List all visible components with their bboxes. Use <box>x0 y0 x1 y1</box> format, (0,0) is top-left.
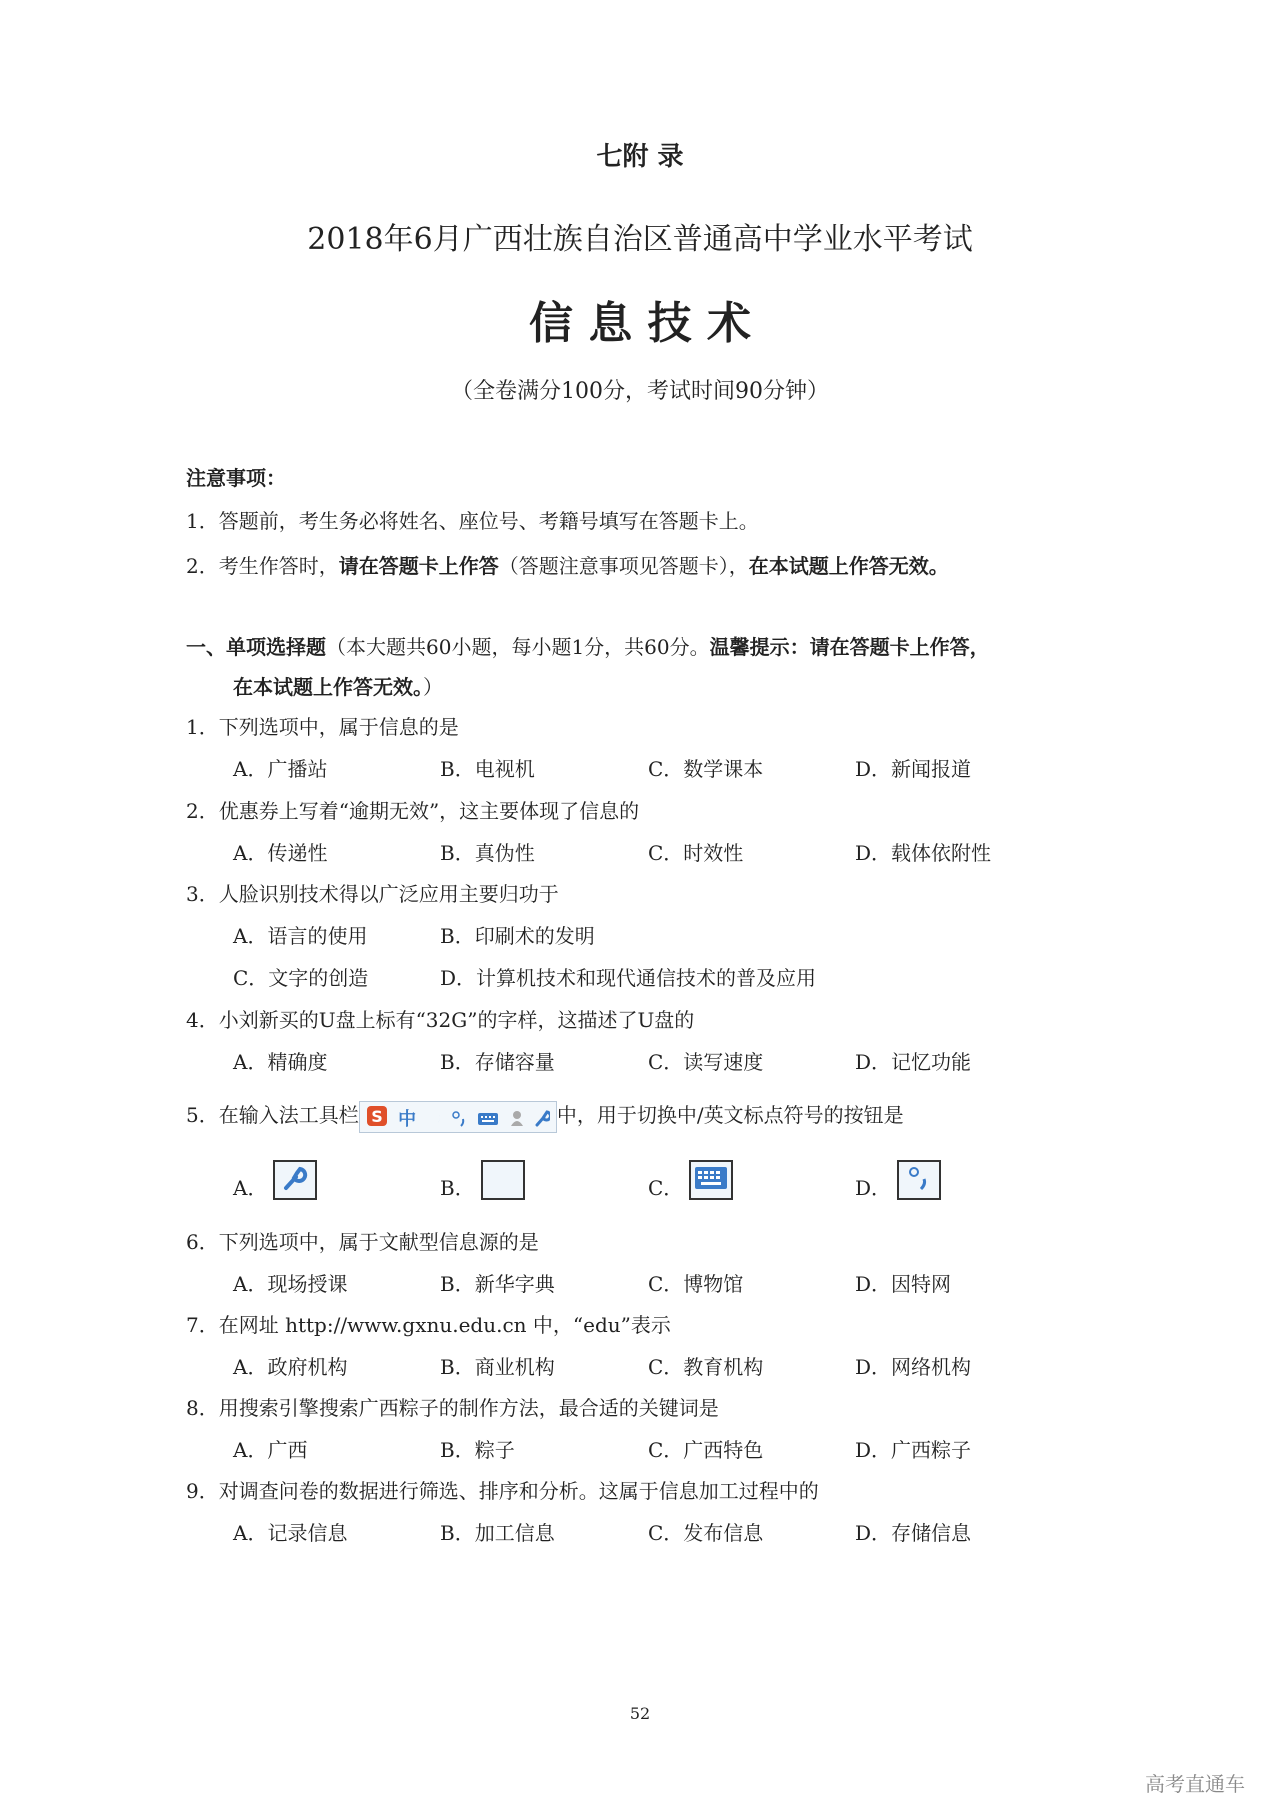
q2-option-d: D．载体依附性 <box>855 841 992 865</box>
punctuation-icon <box>451 1103 467 1137</box>
q2-option-b: B．真伪性 <box>440 841 535 865</box>
notice-text: 2．考生作答时， <box>186 554 339 578</box>
notice-bold: 请在答题卡上作答 <box>338 554 499 578</box>
q1-option-c: C．数学课本 <box>648 757 764 781</box>
q5-option-a <box>233 1160 317 1200</box>
q8-option-b: B．粽子 <box>440 1438 515 1462</box>
chapter-heading: 七附 录 <box>596 142 684 172</box>
q5-option-c <box>648 1160 733 1200</box>
q3-option-c: C．文字的创造 <box>233 966 369 990</box>
q9-option-b: B．加工信息 <box>440 1521 555 1545</box>
section-tip: 温馨提示：请在答题卡上作答， <box>709 635 990 659</box>
question-6-stem: 6．下列选项中，属于文献型信息源的是 <box>186 1230 539 1254</box>
page-number: 52 <box>629 1704 651 1723</box>
q6-option-c: C．博物馆 <box>648 1272 744 1296</box>
notice-title: 注意事项： <box>186 466 286 490</box>
q2-option-a: A．传递性 <box>233 841 328 865</box>
notice-bold: 在本试题上作答无效。 <box>748 554 949 578</box>
svg-text:S: S <box>370 1107 383 1126</box>
user-icon <box>510 1103 524 1137</box>
punctuation-icon <box>897 1160 941 1200</box>
q8-option-c: C．广西特色 <box>648 1438 764 1462</box>
question-3-stem: 3．人脸识别技术得以广泛应用主要归功于 <box>186 882 559 906</box>
question-4-stem: 4．小刘新买的U盘上标有“32G”的字样，这描述了U盘的 <box>186 1008 695 1032</box>
notice-text: （答题注意事项见答题卡）， <box>498 554 749 578</box>
q5-option-b <box>440 1160 525 1200</box>
q6-option-b: B．新华字典 <box>440 1272 555 1296</box>
option-label: B． <box>440 1176 475 1200</box>
moon-icon <box>481 1160 525 1200</box>
section-desc: （本大题共60小题，每小题1分，共60分。 <box>326 635 710 659</box>
q1-option-a: A．广播站 <box>233 757 328 781</box>
question-8-stem: 8．用搜索引擎搜索广西粽子的制作方法，最合适的关键词是 <box>186 1396 719 1420</box>
sogou-logo-icon <box>366 1103 388 1137</box>
wrench-icon <box>273 1160 317 1200</box>
question-2-stem: 2．优惠券上写着“逾期无效”，这主要体现了信息的 <box>186 799 640 823</box>
section-tip-2: 在本试题上作答无效。 <box>233 675 423 699</box>
q9-option-d: D．存储信息 <box>855 1521 972 1545</box>
notice-item-1: 1．答题前，考生务必将姓名、座位号、考籍号填写在答题卡上。 <box>186 509 759 533</box>
ime-toolbar-image <box>359 1101 557 1133</box>
question-9-stem: 9．对调查问卷的数据进行筛选、排序和分析。这属于信息加工过程中的 <box>186 1479 819 1503</box>
q7-option-b: B．商业机构 <box>440 1355 555 1379</box>
option-label: A． <box>233 1176 268 1200</box>
q8-option-a: A．广西 <box>233 1438 308 1462</box>
q4-option-d: D．记忆功能 <box>855 1050 972 1074</box>
q7-option-a: A．政府机构 <box>233 1355 348 1379</box>
q7-option-d: D．网络机构 <box>855 1355 972 1379</box>
notice-item-2 <box>186 554 949 578</box>
exam-title: 2018年6月广西壮族自治区普通高中学业水平考试 <box>307 222 973 257</box>
q2-option-c: C．时效性 <box>648 841 744 865</box>
q3-option-b: B．印刷术的发明 <box>440 924 595 948</box>
exam-note: （全卷满分100分，考试时间90分钟） <box>451 379 829 404</box>
moon-icon <box>426 1103 440 1137</box>
q7-option-c: C．教育机构 <box>648 1355 764 1379</box>
q5-option-d <box>855 1160 941 1200</box>
option-label: C． <box>648 1176 684 1200</box>
q4-option-a: A．精确度 <box>233 1050 328 1074</box>
q9-option-a: A．记录信息 <box>233 1521 348 1545</box>
q5-stem-post: 中，用于切换中/英文标点符号的按钮是 <box>556 1103 904 1127</box>
q3-option-a: A．语言的使用 <box>233 924 368 948</box>
question-7-stem: 7．在网址 http://www.gxnu.edu.cn 中，“edu”表示 <box>186 1313 671 1337</box>
q5-stem-pre: 5．在输入法工具栏 <box>186 1103 359 1127</box>
keyboard-icon <box>477 1103 499 1137</box>
q6-option-a: A．现场授课 <box>233 1272 348 1296</box>
q1-option-b: B．电视机 <box>440 757 535 781</box>
section-tip-end: ） <box>423 675 443 699</box>
q4-option-b: B．存储容量 <box>440 1050 555 1074</box>
section-heading-cont <box>233 675 443 699</box>
section-heading <box>186 635 990 659</box>
q1-option-d: D．新闻报道 <box>855 757 972 781</box>
watermark: 高考直通车 <box>1145 1772 1245 1796</box>
q4-option-c: C．读写速度 <box>648 1050 764 1074</box>
q8-option-d: D．广西粽子 <box>855 1438 972 1462</box>
wrench-icon <box>534 1103 550 1137</box>
subject-title: 信 息 技 术 <box>529 298 751 349</box>
question-1-stem: 1．下列选项中，属于信息的是 <box>186 715 459 739</box>
q6-option-d: D．因特网 <box>855 1272 952 1296</box>
chinese-mode-icon: 中 <box>398 1109 417 1130</box>
keyboard-icon <box>689 1160 733 1200</box>
option-label: D． <box>855 1176 892 1200</box>
question-5-stem <box>186 1098 904 1133</box>
q9-option-c: C．发布信息 <box>648 1521 764 1545</box>
section-title: 一、单项选择题 <box>186 635 326 659</box>
q3-option-d: D．计算机技术和现代通信技术的普及应用 <box>440 966 817 990</box>
